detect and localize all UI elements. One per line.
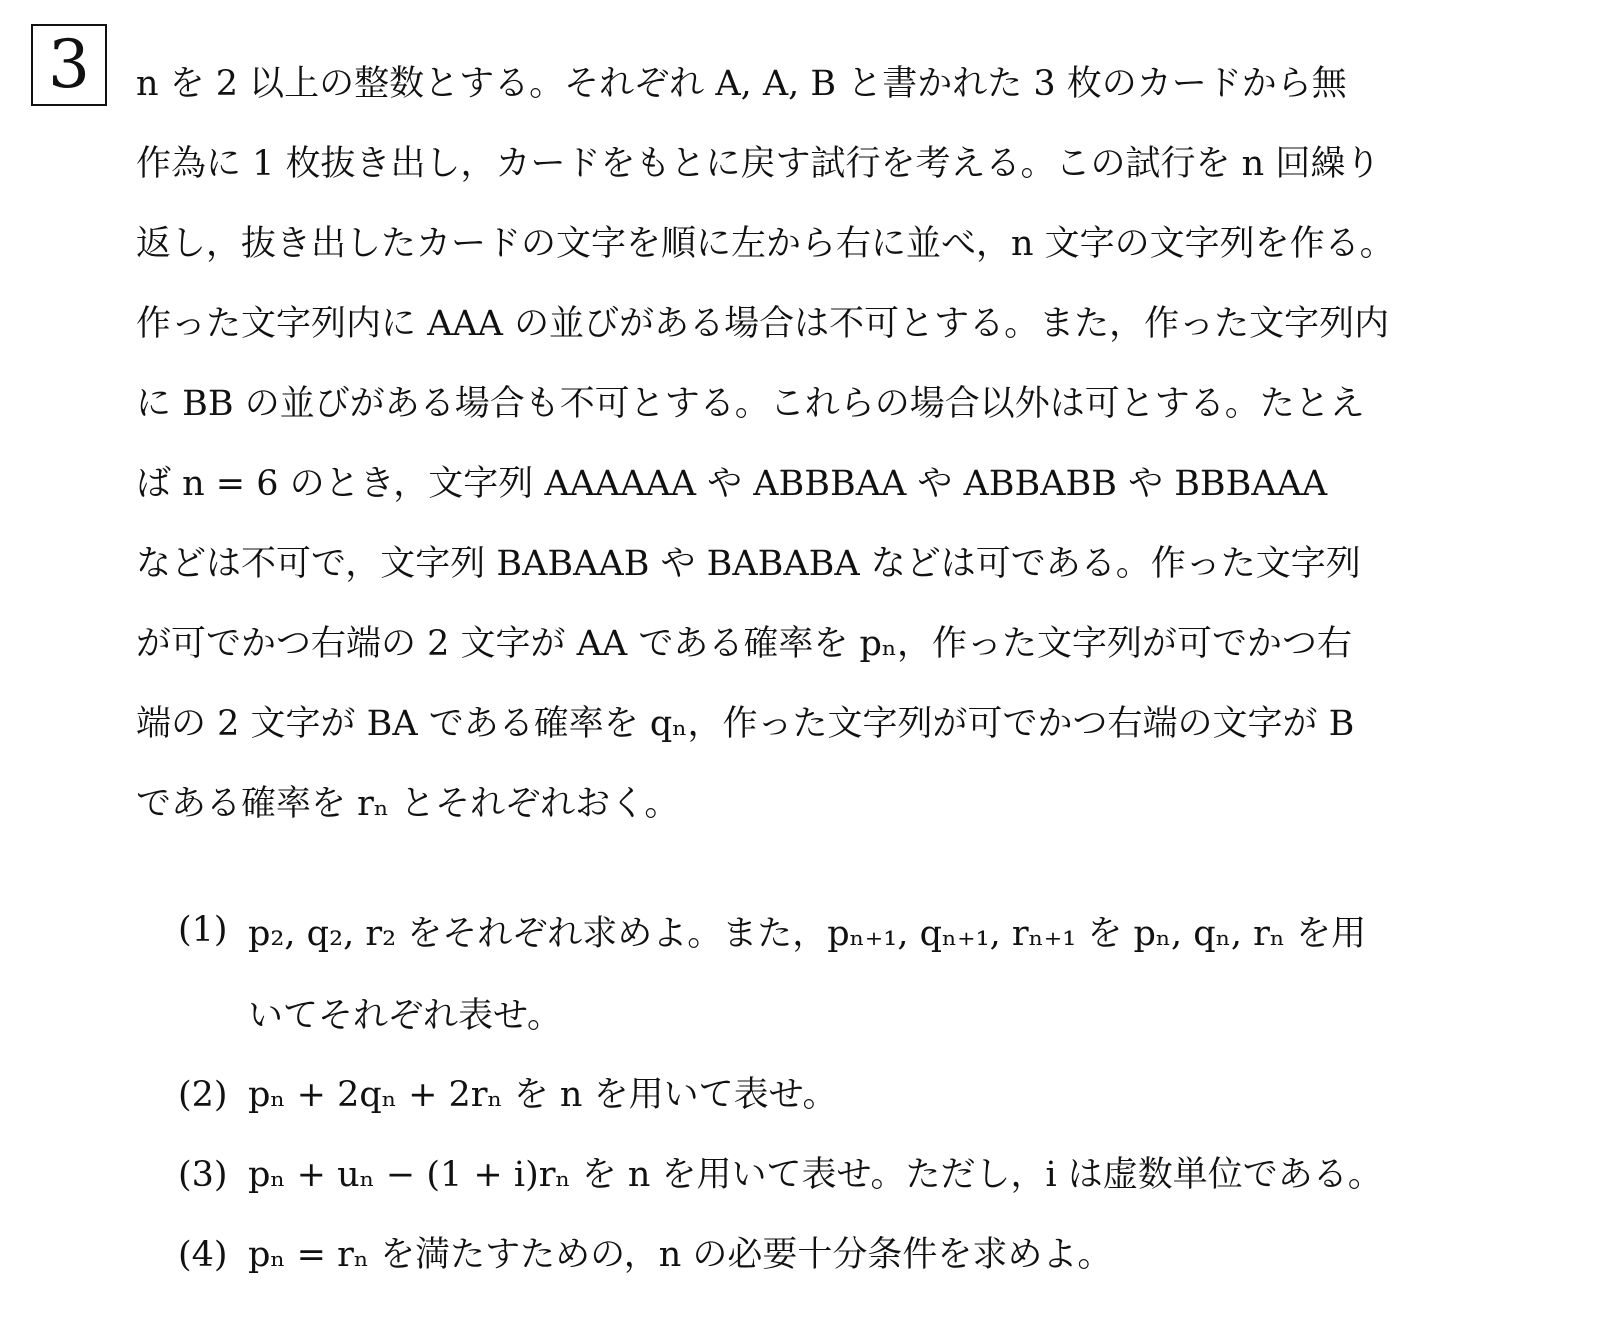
paragraph-line: ば n = 6 のとき，文字列 AAAAAA や ABBBAA や ABBABB や BBBAAA — [136, 464, 1328, 504]
question-item — [178, 1220, 1518, 1300]
question-text — [248, 895, 1518, 1059]
question-line: いてそれぞれ表せ。 — [248, 996, 562, 1036]
problem-number-box — [31, 24, 107, 106]
question-text: pₙ + uₙ − (1 + i)rₙ を n を用いて表せ。ただし，i は虚数単位である。 — [248, 1155, 1383, 1195]
question-text: pₙ = rₙ を満たすための，n の必要十分条件を求めよ。 — [248, 1235, 1113, 1275]
paragraph-line: である確率を rₙ とそれぞれおく。 — [136, 784, 680, 824]
question-item — [178, 895, 1518, 1060]
paragraph-line: 端の 2 文字が BA である確率を qₙ，作った文字列が可でかつ右端の文字が B — [136, 704, 1355, 744]
paragraph-line: n を 2 以上の整数とする。それぞれ A, A, B と書かれた 3 枚のカードから無 — [136, 64, 1347, 104]
question-label: (1) — [178, 910, 228, 950]
question-label: (3) — [178, 1155, 228, 1195]
question-label: (2) — [178, 1075, 228, 1115]
paragraph-line: が可でかつ右端の 2 文字が AA である確率を pₙ，作った文字列が可でかつ右 — [136, 624, 1352, 664]
question-text: pₙ + 2qₙ + 2rₙ を n を用いて表せ。 — [248, 1075, 838, 1115]
paragraph-line: などは不可で，文字列 BABAAB や BABABA などは可である。作った文字列 — [136, 544, 1361, 584]
problem-statement — [136, 50, 1516, 850]
question-list — [178, 895, 1518, 1300]
question-line: p₂, q₂, r₂ をそれぞれ求めよ。また，pₙ₊₁, qₙ₊₁, rₙ₊₁ を pₙ, qₙ, rₙ を用 — [248, 914, 1367, 954]
question-item — [178, 1060, 1518, 1140]
question-label: (4) — [178, 1235, 228, 1275]
paragraph-line: 作った文字列内に AAA の並びがある場合は不可とする。また，作った文字列内 — [136, 304, 1390, 344]
paragraph-line: 作為に 1 枚抜き出し，カードをもとに戻す試行を考える。この試行を n 回繰り — [136, 144, 1381, 184]
paragraph-line: 返し，抜き出したカードの文字を順に左から右に並べ，n 文字の文字列を作る。 — [136, 224, 1395, 264]
problem-number: 3 — [48, 26, 90, 103]
question-item — [178, 1140, 1518, 1220]
paragraph-line: に BB の並びがある場合も不可とする。これらの場合以外は可とする。たとえ — [136, 384, 1365, 424]
